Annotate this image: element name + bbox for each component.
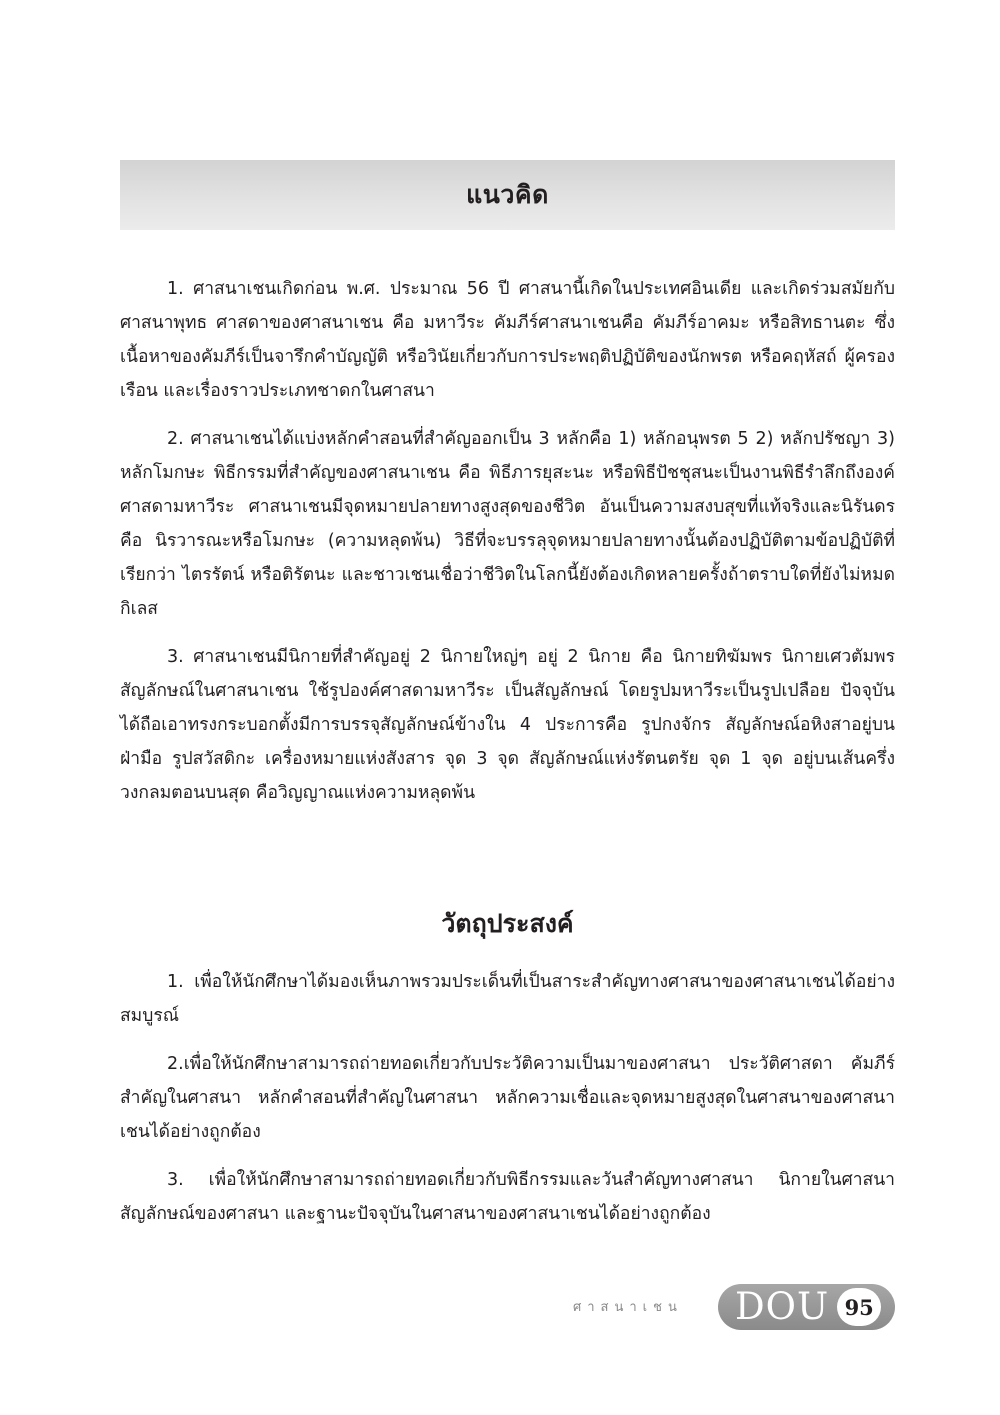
objective-paragraph-2: 2.เพื่อให้นักศึกษาสามารถถ่ายทอดเกี่ยวกับประวัติความเป็นมาของศาสนา ประวัติศาสดา คัมภีร์สำคัญในศาสนา หลักคำสอนที่สำคัญในศาสนา หลักความเชื่อและจุดหมายสูงสุดในศาสนาของศาสนาเชนได้อย่างถูกต้อง	[120, 1054, 895, 1142]
concept-header-band	[120, 160, 895, 230]
running-title: ศาสนาเชน	[573, 1300, 683, 1315]
page-number: 95	[837, 1288, 881, 1326]
dou-logo: DOU	[735, 1285, 830, 1328]
objective-paragraph-1: 1. เพื่อให้นักศึกษาได้มองเห็นภาพรวมประเด็นที่เป็นสาระสำคัญทางศาสนาของศาสนาเชนได้อย่างสมบูรณ์	[120, 972, 895, 1026]
objective-paragraph-3: 3. เพื่อให้นักศึกษาสามารถถ่ายทอดเกี่ยวกับพิธีกรรมและวันสำคัญทางศาสนา นิกายในศาสนา สัญลักษณ์ของศาสนา และฐานะปัจจุบันในศาสนาของศาสนาเชนได้อย่างถูกต้อง	[120, 1170, 895, 1224]
concept-paragraph-3: 3. ศาสนาเชนมีนิกายที่สำคัญอยู่ 2 นิกายใหญ่ๆ อยู่ 2 นิกาย คือ นิกายทิฆัมพร นิกายเศวตัมพร สัญลักษณ์ในศาสนาเชน ใช้รูปองค์ศาสดามหาวีระ เป็นสัญลักษณ์ โดยรูปมหาวีระเป็นรูปเปลือย ปัจจุบันได้ถือเอาทรงกระบอกตั้งมีการบรรจุสัญลักษณ์ข้างใน 4 ประการคือ รูปกงจักร สัญลักษณ์อหิงสาอยู่บนฝ่ามือ รูปสวัสดิกะ เครื่องหมายแห่งสังสาร จุด 3 จุด สัญลักษณ์แห่งรัตนตรัย จุด 1 จุด อยู่บนเส้นครึ่งวงกลมตอนบนสุด คือวิญญาณแห่งความหลุดพ้น	[120, 647, 895, 803]
concept-paragraph-2: 2. ศาสนาเชนได้แบ่งหลักคำสอนที่สำคัญออกเป็น 3 หลักคือ 1) หลักอนุพรต 5 2) หลักปรัชญา 3) หลักโมกษะ พิธีกรรมที่สำคัญของศาสนาเชน คือ พิธีภารยุสะนะ หรือพิธีปัชชุสนะเป็นงานพิธีรำลึกถึงองค์ศาสดามหาวีระ ศาสนาเชนมีจุดหมายปลายทางสูงสุดของชีวิต อันเป็นความสงบสุขที่แท้จริงและนิรันดรคือ นิรวารณะหรือโมกษะ (ความหลุดพ้น) วิธีที่จะบรรลุจุดหมายปลายทางนั้นต้องปฏิบัติตามข้อปฏิบัติที่เรียกว่า ไตรรัตน์ หรือติรัตนะ และชาวเชนเชื่อว่าชีวิตในโลกนี้ยังต้องเกิดหลายครั้งถ้าตราบใดที่ยังไม่หมดกิเลส	[120, 429, 895, 619]
dou-page-badge	[718, 1284, 895, 1330]
objectives-title: วัตถุประสงค์	[441, 909, 574, 938]
objectives-body	[120, 965, 895, 1245]
concept-paragraph-1: 1. ศาสนาเชนเกิดก่อน พ.ศ. ประมาณ 56 ปี ศาสนานี้เกิดในประเทศอินเดีย และเกิดร่วมสมัยกับศาสนาพุทธ ศาสดาของศาสนาเชน คือ มหาวีระ คัมภีร์ศาสนาเชนคือ คัมภีร์อาคมะ หรือสิทธานตะ ซึ่งเนื้อหาของคัมภีร์เป็นจารึกคำบัญญัติ หรือวินัยเกี่ยวกับการประพฤติปฏิบัติของนักพรต หรือคฤหัสถ์ ผู้ครองเรือน และเรื่องราวประเภทชาดกในศาสนา	[120, 279, 895, 401]
concept-body	[120, 272, 895, 824]
concept-title: แนวคิด	[466, 180, 549, 209]
